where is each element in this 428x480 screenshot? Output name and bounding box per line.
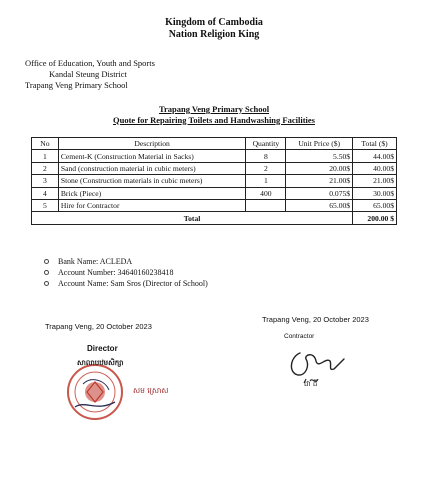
table-row	[32, 150, 397, 162]
nation-line: Nation Religion King	[168, 29, 260, 40]
cell-total: 30.00$	[353, 187, 397, 199]
circle-bullet-icon	[44, 259, 49, 264]
contractor-place-date: Trapang Veng, 20 October 2023	[262, 315, 369, 324]
seal-text: សាលាបឋមសិក្សា	[77, 359, 124, 367]
cell-quantity: 8	[246, 150, 286, 162]
cell-unit-price: 0.075$	[286, 187, 353, 199]
office-block	[25, 58, 155, 91]
table-row	[32, 199, 397, 211]
document-title	[0, 104, 428, 125]
cell-quantity: 1	[246, 175, 286, 187]
table-row	[32, 162, 397, 174]
document-header	[0, 17, 428, 41]
circle-bullet-icon	[44, 281, 49, 286]
cell-no: 4	[32, 187, 59, 199]
quote-table	[31, 137, 397, 225]
table-row	[32, 187, 397, 199]
cell-no: 3	[32, 175, 59, 187]
list-item	[44, 278, 208, 289]
cell-total: 44.00$	[353, 150, 397, 162]
contractor-name: ជា ដី	[304, 380, 318, 388]
cell-description: Cement-K (Construction Material in Sacks)	[58, 150, 246, 162]
list-item	[44, 256, 208, 267]
cell-total: 21.00$	[353, 175, 397, 187]
bank-details	[44, 256, 208, 289]
cell-description: Stone (Construction materials in cubic meters)	[58, 175, 246, 187]
district-line: Kandal Steung District	[49, 69, 127, 79]
cell-unit-price: 65.00$	[286, 199, 353, 211]
contractor-signature-block	[262, 315, 402, 388]
cell-unit-price: 20.00$	[286, 162, 353, 174]
cell-quantity: 400	[246, 187, 286, 199]
cell-no: 1	[32, 150, 59, 162]
cell-no: 2	[32, 162, 59, 174]
contractor-role: Contractor	[284, 333, 315, 340]
director-place-date: Trapang Veng, 20 October 2023	[45, 322, 152, 331]
director-signature-block	[45, 322, 175, 395]
cell-quantity: 2	[246, 162, 286, 174]
director-name: សម ស្រោស	[133, 386, 169, 395]
total-value: 200.00 $	[353, 212, 397, 224]
kingdom-line: Kingdom of Cambodia	[165, 17, 263, 28]
account-name: Account Name: Sam Sros (Director of School)	[58, 279, 208, 288]
total-row	[32, 212, 397, 224]
cell-total: 40.00$	[353, 162, 397, 174]
table-header-row	[32, 138, 397, 150]
title-school: Trapang Veng Primary School	[158, 104, 270, 114]
cell-description: Sand (construction material in cubic meters)	[58, 162, 246, 174]
director-role: Director	[87, 344, 118, 353]
cell-quantity	[246, 199, 286, 211]
contractor-signature-icon	[286, 343, 356, 388]
bank-name: Bank Name: ACLEDA	[58, 257, 133, 266]
account-number: Account Number: 34640160238418	[58, 268, 174, 277]
school-seal-stamp	[65, 362, 125, 422]
title-subject: Quote for Repairing Toilets and Handwashing Facilities	[113, 114, 315, 125]
cell-unit-price: 21.00$	[286, 175, 353, 187]
cell-description: Brick (Piece)	[58, 187, 246, 199]
cell-total: 65.00$	[353, 199, 397, 211]
cell-no: 5	[32, 199, 59, 211]
table-row	[32, 175, 397, 187]
school-line: Trapang Veng Primary School	[25, 80, 128, 90]
header-total: Total ($)	[353, 138, 397, 150]
header-description: Description	[58, 138, 246, 150]
header-quantity: Quantity	[246, 138, 286, 150]
cell-description: Hire for Contractor	[58, 199, 246, 211]
office-line: Office of Education, Youth and Sports	[25, 58, 155, 68]
circle-bullet-icon	[44, 270, 49, 275]
header-unit-price: Unit Price ($)	[286, 138, 353, 150]
total-label: Total	[32, 212, 353, 224]
header-no: No	[32, 138, 59, 150]
list-item	[44, 267, 208, 278]
cell-unit-price: 5.50$	[286, 150, 353, 162]
